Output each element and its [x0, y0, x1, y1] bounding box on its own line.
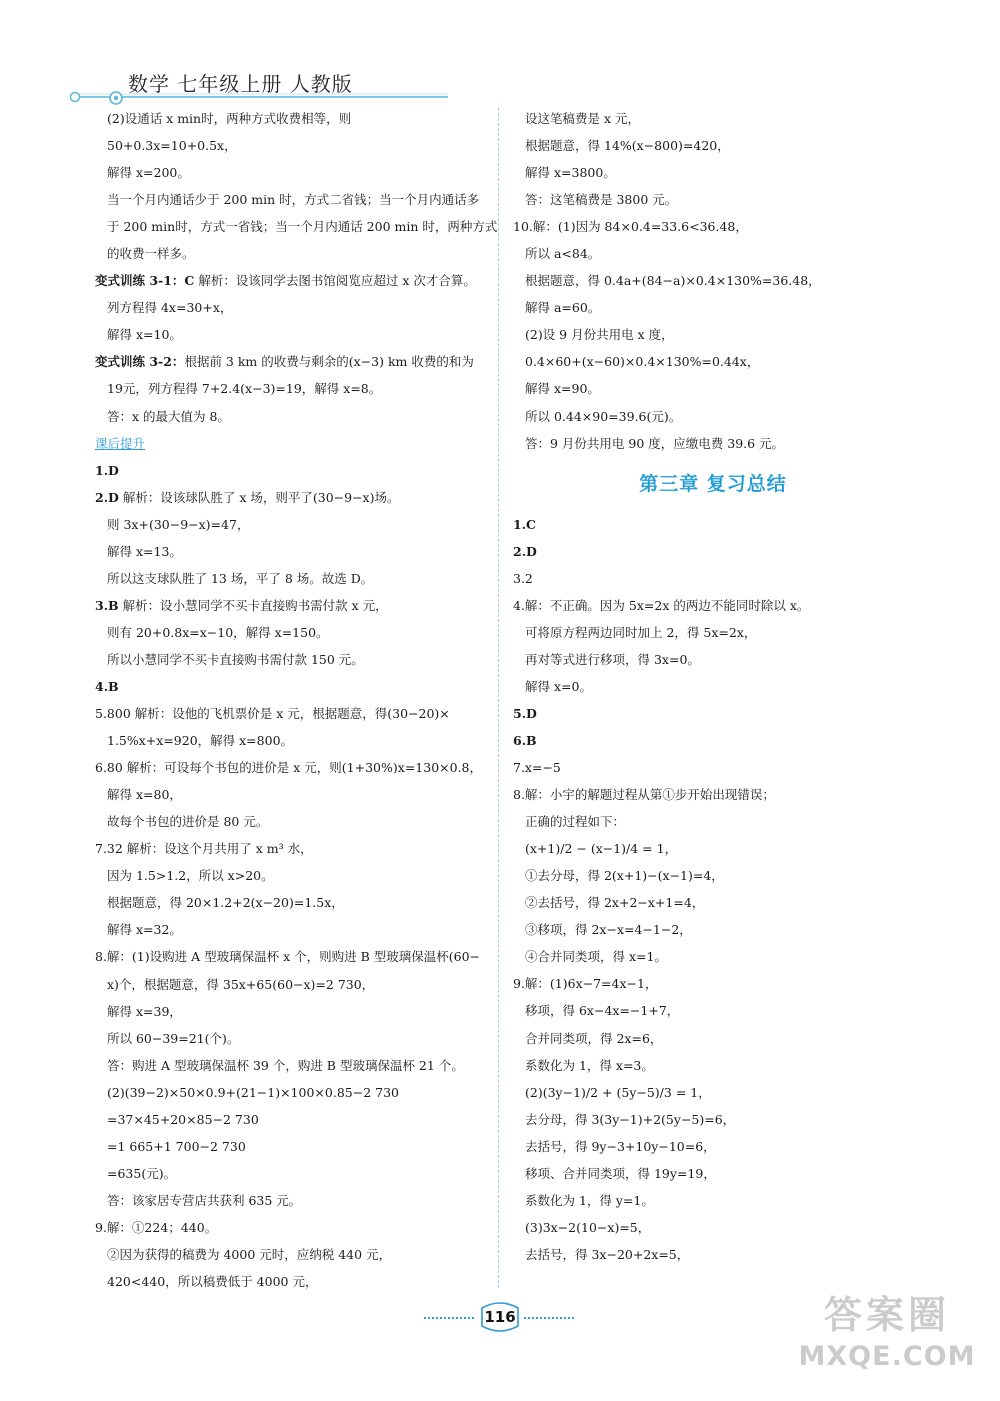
- answer-line: [95, 646, 495, 673]
- answer-line: [513, 565, 913, 592]
- answer-text: 系数化为 1，得 y=1。: [525, 1192, 654, 1208]
- answer-line: [95, 1079, 495, 1106]
- answer-text: 3.2: [513, 570, 533, 586]
- page-footer: [420, 1300, 580, 1336]
- answer-text: 根据前 3 km 的收费与剩余的(x−3) km 收费的和为: [184, 354, 474, 370]
- answer-line: [95, 971, 495, 998]
- answer-text: 课后提升: [95, 435, 146, 451]
- answer-line: [513, 943, 913, 970]
- answer-text: ②去括号，得 2x+2−x+1=4，: [525, 895, 705, 911]
- answer-text: 则有 20+0.8x=x−10，解得 x=150。: [107, 624, 329, 640]
- answer-line: [95, 700, 495, 727]
- answer-line: [95, 1160, 495, 1187]
- answer-line: [513, 159, 913, 186]
- page-number: 116: [484, 1308, 516, 1326]
- answer-line: [513, 348, 913, 375]
- answer-text: (2)(39−2)×50×0.9+(21−1)×100×0.85−2 730: [107, 1084, 399, 1100]
- answer-line: [95, 754, 495, 781]
- answer-text: 解析：设该同学去图书馆阅览应超过 x 次才合算。: [194, 273, 476, 289]
- answer-text: 5.800 解析：设他的飞机票价是 x 元，根据题意，得(30−20)×: [95, 706, 450, 722]
- answer-text: 1.5%x+x=920，解得 x=800。: [107, 733, 294, 749]
- answer-line: [513, 105, 913, 132]
- answer-line: [513, 808, 913, 835]
- answer-text: 正确的过程如下：: [525, 814, 626, 830]
- answer-line: [513, 1052, 913, 1079]
- answer-line: [95, 294, 495, 321]
- answer-text: 系数化为 1，得 x=3。: [525, 1057, 654, 1073]
- answer-text: 移项，得 6x−4x=−1+7，: [525, 1003, 680, 1019]
- answer-line: [513, 403, 913, 430]
- answer-line: [95, 267, 495, 294]
- answer-line: [513, 916, 913, 943]
- answer-line: [513, 619, 913, 646]
- answer-text: 答：x 的最大值为 8。: [107, 408, 230, 424]
- answer-text: (2)设 9 月份共用电 x 度，: [525, 327, 674, 343]
- answer-text: 解得 x=3800。: [525, 165, 616, 181]
- answer-text: (2)(3y−1)/2 + (5y−5)/3 = 1，: [525, 1084, 711, 1100]
- answer-text: 解得 x=13。: [107, 543, 182, 559]
- answer-text: 去分母，得 3(3y−1)+2(5y−5)=6，: [525, 1111, 736, 1127]
- answer-line: [513, 430, 913, 457]
- answer-text: 因为 1.5>1.2，所以 x>20。: [107, 868, 274, 884]
- answer-line: [513, 213, 913, 240]
- answer-key: 4.B: [95, 678, 119, 694]
- answer-line: [95, 484, 495, 511]
- answer-text: 所以 60−39=21(个)。: [107, 1030, 240, 1046]
- answer-line: [95, 1106, 495, 1133]
- answer-line: [513, 727, 913, 754]
- answer-text: 去括号，得 3x−20+2x=5，: [525, 1246, 690, 1262]
- answer-text: (2)设通话 x min时，两种方式收费相等，则: [107, 111, 352, 126]
- answer-line: [513, 889, 913, 916]
- answer-line: [513, 970, 913, 997]
- answer-line: [513, 1241, 913, 1268]
- left-answer-column: [95, 105, 498, 1295]
- answer-line: [513, 538, 913, 565]
- answer-text: 当一个月内通话少于 200 min 时，方式二省钱；当一个月内通话多: [107, 192, 480, 208]
- answer-line: [95, 808, 495, 835]
- section-heading: [95, 430, 495, 457]
- column-divider: [498, 108, 499, 1288]
- answer-line: [95, 1025, 495, 1052]
- answer-text: 根据题意，得 20×1.2+2(x−20)=1.5x，: [107, 895, 344, 911]
- answer-line: [95, 916, 495, 943]
- answer-line: [95, 1241, 495, 1268]
- answer-line: [95, 943, 495, 970]
- answer-key: 1.C: [513, 516, 536, 532]
- right-answer-column: [513, 105, 913, 1268]
- answer-text: 设这笔稿费是 x 元，: [525, 111, 640, 126]
- answer-line: [513, 321, 913, 348]
- answer-line: [513, 240, 913, 267]
- header-title: 数学 七年级上册 人教版: [128, 72, 353, 96]
- answer-line: [95, 240, 495, 267]
- answer-text: 7.x=−5: [513, 760, 561, 776]
- watermark-cn: 答案圈: [823, 1293, 950, 1337]
- watermark-en: MXQE.COM: [798, 1341, 976, 1372]
- chapter-heading: [513, 457, 913, 511]
- answer-line: [513, 294, 913, 321]
- answer-line: [95, 727, 495, 754]
- answer-line: [95, 835, 495, 862]
- answer-line: [95, 1052, 495, 1079]
- answer-line: [95, 592, 495, 619]
- answer-line: [95, 998, 495, 1025]
- answer-text: 50+0.3x=10+0.5x，: [107, 138, 237, 154]
- answer-text: 所以 a<84。: [525, 246, 601, 262]
- answer-text: 解得 x=90。: [525, 381, 600, 397]
- answer-line: [513, 1160, 913, 1187]
- answer-text: 列方程得 4x=30+x，: [107, 300, 233, 316]
- answer-line: [95, 1187, 495, 1214]
- answer-line: [95, 889, 495, 916]
- answer-text: 则 3x+(30−9−x)=47，: [107, 516, 250, 532]
- answer-line: [513, 132, 913, 159]
- answer-line: [95, 565, 495, 592]
- watermark: [792, 1291, 982, 1383]
- answer-text: 解得 x=200。: [107, 165, 190, 181]
- answer-text: 合并同类项，得 2x=6，: [525, 1030, 663, 1046]
- answer-key: 2.D: [513, 543, 537, 559]
- answer-text: ②因为获得的稿费为 4000 元时，应纳税 440 元，: [107, 1246, 392, 1262]
- answer-text: 可将原方程两边同时加上 2，得 5x=2x，: [525, 624, 757, 640]
- answer-text: 所以这支球队胜了 13 场，平了 8 场。故选 D。: [107, 570, 374, 586]
- answer-text: =1 665+1 700−2 730: [107, 1138, 246, 1154]
- answer-line: [513, 754, 913, 781]
- answer-text: 答：购进 A 型玻璃保温杯 39 个，购进 B 型玻璃保温杯 21 个。: [107, 1057, 464, 1073]
- answer-line: [95, 1214, 495, 1241]
- answer-key: 1.D: [95, 462, 119, 478]
- answer-line: [95, 375, 495, 402]
- answer-line: [95, 132, 495, 159]
- answer-text: ④合并同类项，得 x=1。: [525, 949, 667, 965]
- answer-line: [513, 511, 913, 538]
- answer-key: 6.B: [513, 732, 537, 748]
- answer-text: 7.32 解析：设这个月共用了 x m³ 水，: [95, 841, 313, 857]
- answer-line: [513, 186, 913, 213]
- answer-text: 420<440，所以稿费低于 4000 元，: [107, 1274, 318, 1290]
- answer-text: 根据题意，得 14%(x−800)=420，: [525, 138, 730, 154]
- answer-text: 去括号，得 9y−3+10y−10=6，: [525, 1138, 716, 1154]
- answer-line: [95, 1268, 495, 1295]
- answer-line: [513, 267, 913, 294]
- answer-line: [95, 321, 495, 348]
- answer-text: 解得 x=0。: [525, 678, 592, 694]
- answer-text: 解得 x=10。: [107, 327, 182, 343]
- answer-text: 解析：设小慧同学不买卡直接购书需付款 x 元，: [118, 597, 388, 613]
- answer-text: 解析：设该球队胜了 x 场，则平了(30−9−x)场。: [118, 489, 400, 505]
- answer-text: ③移项，得 2x−x=4−1−2，: [525, 922, 692, 938]
- answer-line: [95, 862, 495, 889]
- answer-text: 19元，列方程得 7+2.4(x−3)=19，解得 x=8。: [107, 381, 382, 397]
- answer-text: 9.解：(1)6x−7=4x−1，: [513, 976, 658, 992]
- answer-line: [95, 538, 495, 565]
- answer-line: [95, 105, 495, 132]
- answer-text: x)个，根据题意，得 35x+65(60−x)=2 730，: [107, 976, 375, 992]
- answer-text: ①去分母，得 2(x+1)−(x−1)=4，: [525, 868, 724, 884]
- answer-text: 于 200 min时，方式一省钱；当一个月内通话 200 min 时，两种方式: [107, 219, 498, 235]
- answer-text: 答：9 月份共用电 90 度，应缴电费 39.6 元。: [525, 435, 785, 451]
- answer-line: [513, 1025, 913, 1052]
- answer-text: 10.解：(1)因为 84×0.4=33.6<36.48，: [513, 219, 748, 235]
- answer-line: [513, 592, 913, 619]
- answer-line: [513, 646, 913, 673]
- answer-line: [513, 1133, 913, 1160]
- answer-line: [513, 700, 913, 727]
- answer-line: [95, 403, 495, 430]
- answer-line: [95, 348, 495, 375]
- answer-line: [95, 159, 495, 186]
- answer-line: [513, 375, 913, 402]
- answer-text: 再对等式进行移项，得 3x=0。: [525, 651, 700, 667]
- answer-line: [95, 186, 495, 213]
- answer-text: =37×45+20×85−2 730: [107, 1111, 259, 1127]
- answer-line: [95, 213, 498, 240]
- answer-line: [513, 781, 913, 808]
- answer-text: 8.解：(1)设购进 A 型玻璃保温杯 x 个，则购进 B 型玻璃保温杯(60−: [95, 949, 480, 965]
- answer-text: (x+1)/2 − (x−1)/4 = 1，: [525, 841, 678, 857]
- answer-text: 解得 a=60。: [525, 300, 601, 316]
- answer-text: 的收费一样多。: [107, 246, 195, 262]
- answer-text: 故每个书包的进价是 80 元。: [107, 814, 269, 830]
- answer-text: 解得 x=80，: [107, 787, 182, 803]
- answer-line: [513, 835, 913, 862]
- answer-line: [513, 1187, 913, 1214]
- answer-line: [513, 862, 913, 889]
- answer-text: =635(元)。: [107, 1165, 177, 1181]
- answer-text: 8.解：小宇的解题过程从第①步开始出现错误；: [513, 787, 775, 803]
- answer-line: [95, 781, 495, 808]
- answer-text: 所以小慧同学不买卡直接购书需付款 150 元。: [107, 651, 364, 667]
- answer-text: 根据题意，得 0.4a+(84−a)×0.4×130%=36.48，: [525, 273, 821, 289]
- answer-text: 9.解：①224；440。: [95, 1219, 218, 1235]
- answer-text: 所以 0.44×90=39.6(元)。: [525, 408, 682, 424]
- answer-text: 答：该家居专营店共获利 635 元。: [107, 1192, 302, 1208]
- answer-line: [513, 1079, 913, 1106]
- answer-line: [95, 511, 495, 538]
- answer-text: (3)3x−2(10−x)=5，: [525, 1219, 651, 1235]
- answer-text: 6.80 解析：可设每个书包的进价是 x 元，则(1+30%)x=130×0.8，: [95, 760, 483, 776]
- answer-text: 答：这笔稿费是 3800 元。: [525, 192, 678, 208]
- answer-line: [95, 673, 495, 700]
- answer-text: 解得 x=32。: [107, 922, 182, 938]
- answer-key: 2.D: [95, 489, 119, 505]
- answer-text: 移项、合并同类项，得 19y=19，: [525, 1165, 716, 1181]
- answer-line: [513, 1214, 913, 1241]
- answer-text: 4.解：不正确。因为 5x=2x 的两边不能同时除以 x。: [513, 597, 810, 613]
- answer-text: 第三章 复习总结: [639, 472, 787, 495]
- answer-line: [513, 1106, 913, 1133]
- answer-key: 变式训练 3-1：C: [95, 273, 195, 289]
- answer-line: [513, 997, 913, 1024]
- answer-line: [95, 619, 495, 646]
- answer-line: [513, 673, 913, 700]
- answer-text: 解得 x=39，: [107, 1003, 182, 1019]
- answer-key: 5.D: [513, 705, 537, 721]
- answer-line: [95, 1133, 495, 1160]
- answer-key: 3.B: [95, 597, 119, 613]
- answer-line: [95, 457, 495, 484]
- answer-text: 0.4×60+(x−60)×0.4×130%=0.44x，: [525, 354, 760, 370]
- answer-key: 变式训练 3-2：: [95, 354, 185, 370]
